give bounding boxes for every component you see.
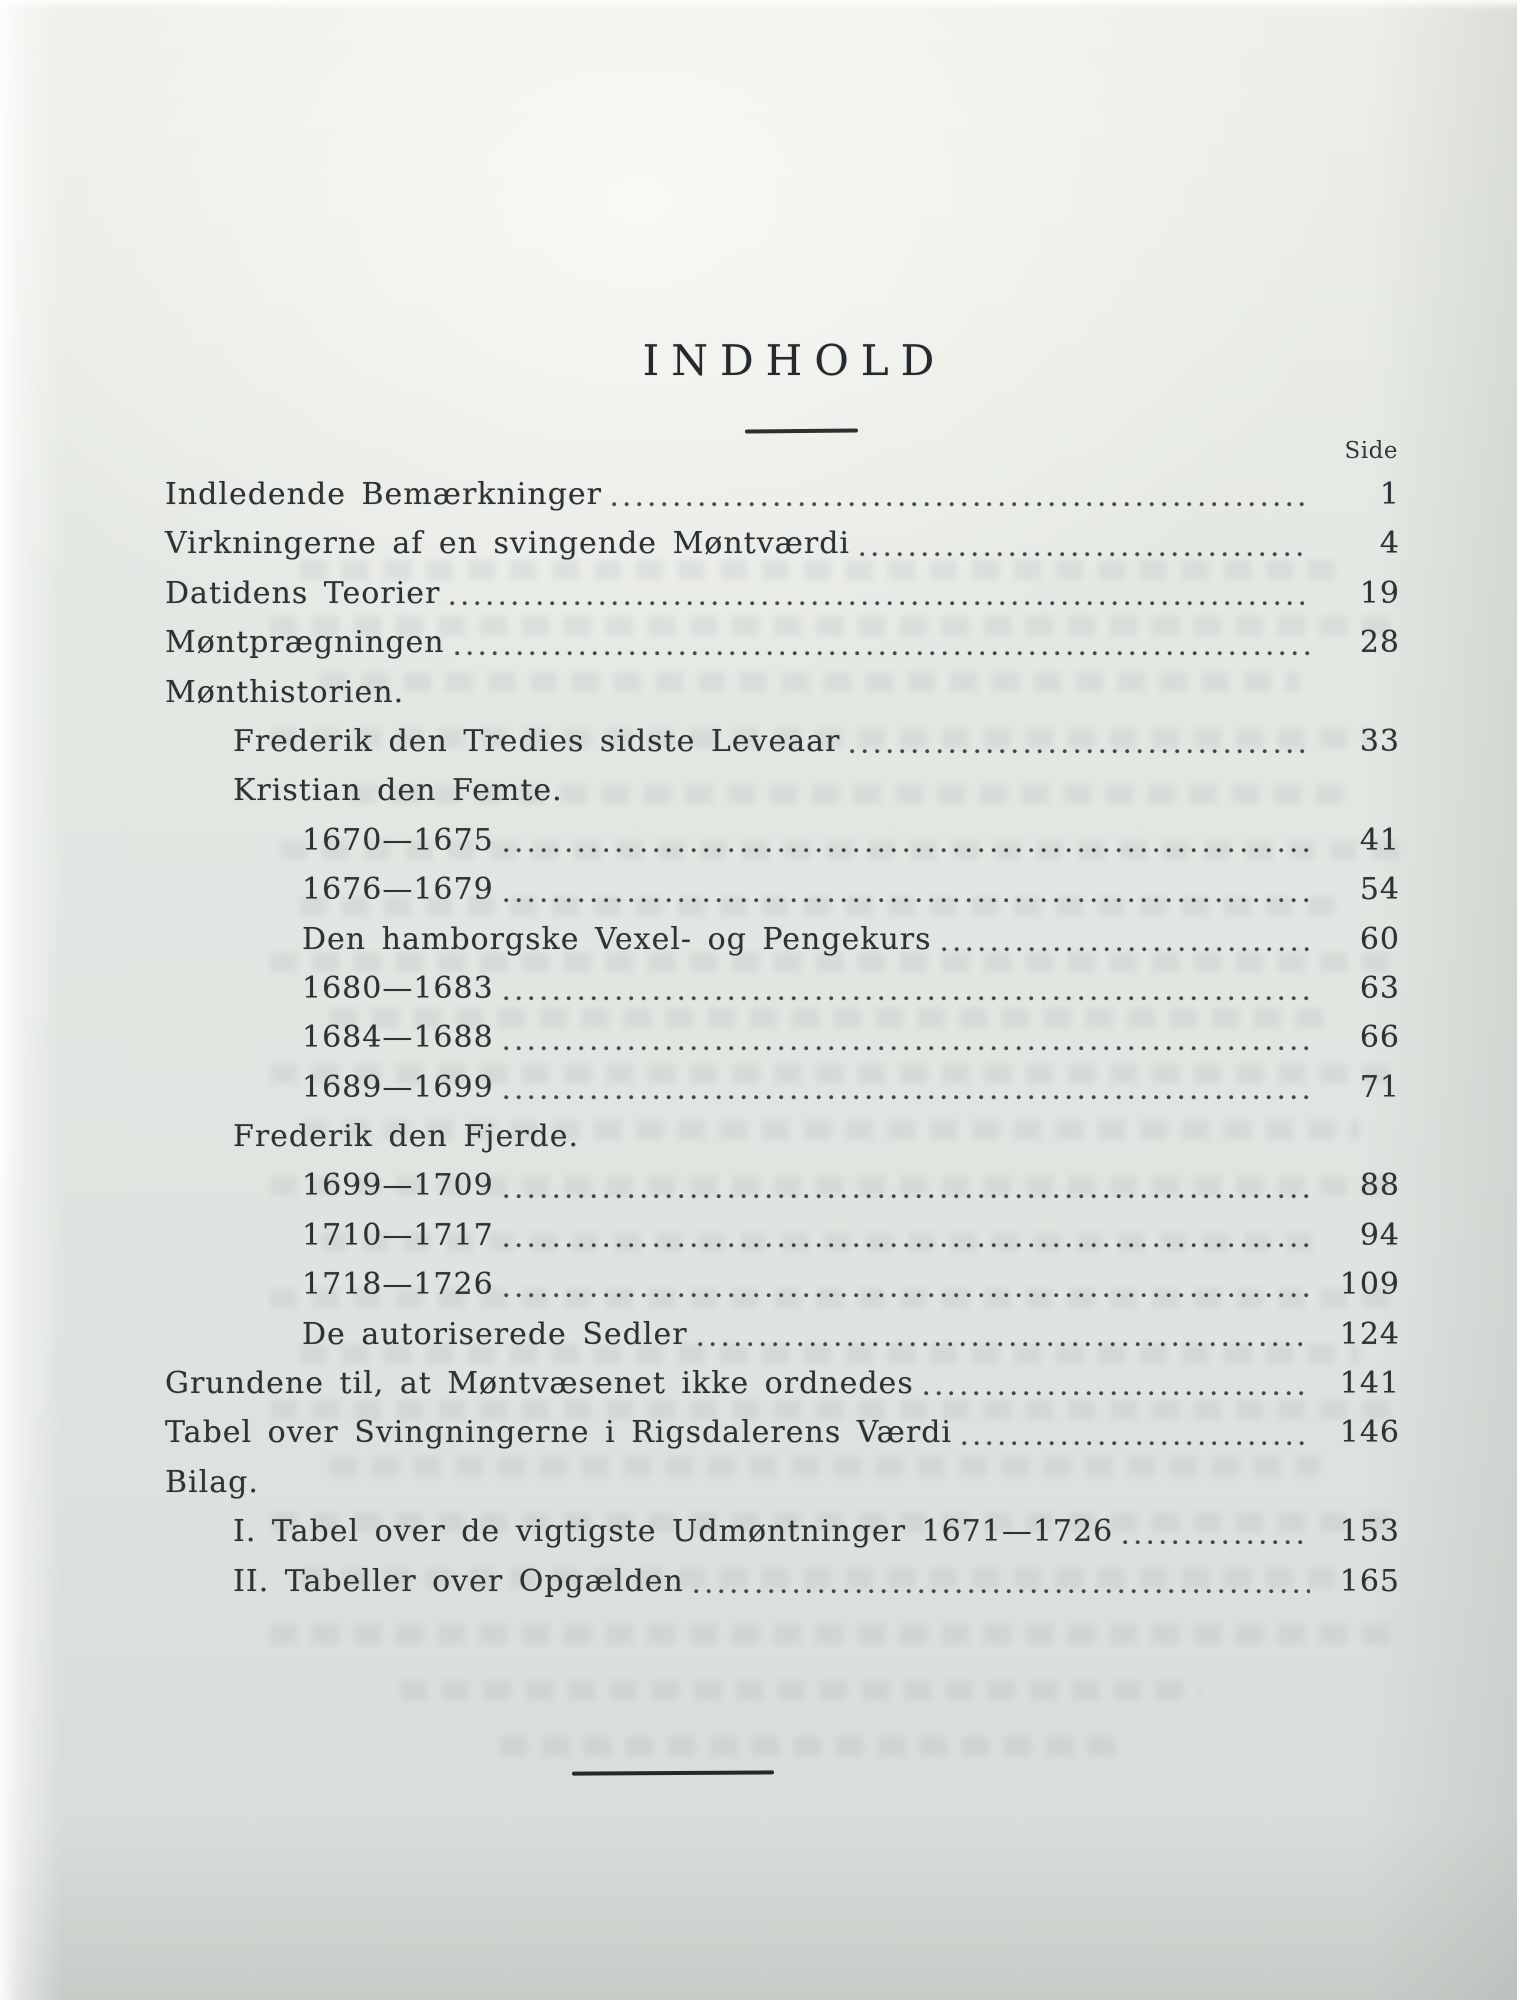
dot-leader (846, 717, 1310, 766)
toc-entry-page: 66 (1359, 1020, 1400, 1056)
dot-leader (500, 1063, 1310, 1112)
dot-leader (500, 1013, 1310, 1062)
dot-leader (958, 1408, 1310, 1457)
toc-entry-label: 1676—1679 (302, 872, 494, 908)
toc-entry-label: 1684—1688 (302, 1020, 494, 1056)
dot-leader (500, 1161, 1310, 1210)
toc-entry-page (1318, 1112, 1400, 1161)
dot-leader (920, 1359, 1310, 1408)
dot-leader (410, 668, 1310, 717)
toc-entry-label: Frederik den Fjerde. (233, 1119, 580, 1155)
ghost-text-line (400, 1680, 1200, 1700)
dot-leader (856, 519, 1310, 568)
toc-entry (165, 1557, 1400, 1606)
toc-entry-label: Indledende Bemærkninger (165, 477, 602, 512)
toc-entry-page: 28 (1359, 625, 1400, 661)
title-divider-rule (745, 429, 858, 434)
toc-entry-label: 1718—1726 (302, 1267, 494, 1303)
toc-entry (165, 1260, 1400, 1309)
toc-entry (165, 1112, 1400, 1161)
toc-entry-page: 33 (1359, 723, 1400, 759)
toc-entry-page: 153 (1339, 1514, 1400, 1550)
toc-entry-page: 165 (1339, 1563, 1400, 1599)
toc-entry (165, 1161, 1400, 1210)
toc-entry-page (1318, 1458, 1400, 1507)
toc-entry-label: 1670—1675 (302, 822, 494, 858)
toc-entry (165, 1359, 1400, 1408)
toc-entry-label: 1680—1683 (302, 970, 494, 1006)
dot-leader (265, 1458, 1310, 1507)
toc-entry-page: 4 (1379, 526, 1400, 562)
toc-entry-page: 41 (1359, 822, 1400, 858)
toc-entry-page: 19 (1359, 575, 1400, 611)
toc-entry (165, 1458, 1400, 1507)
toc-entry-label: II. Tabeller over Opgælden (233, 1563, 684, 1599)
toc-entry (165, 964, 1400, 1013)
toc-entry-page: 88 (1359, 1168, 1400, 1204)
toc-entry (165, 1013, 1400, 1062)
toc-entry (165, 865, 1400, 914)
toc-entry (165, 1408, 1400, 1457)
toc-entry-page: 1 (1379, 477, 1400, 512)
dot-leader (500, 865, 1310, 914)
toc-entry-label: Virkningerne af en svingende Møntværdi (165, 526, 851, 562)
toc-entry-label: Mønthistorien. (165, 674, 405, 710)
page-column-header: Side (1344, 438, 1398, 464)
dot-leader (500, 964, 1310, 1013)
dot-leader (608, 470, 1310, 519)
dot-leader (585, 1112, 1310, 1161)
dot-leader (500, 1260, 1310, 1309)
toc-entry-label: Frederik den Tredies sidste Leveaar (233, 723, 841, 759)
toc-entry (165, 915, 1400, 964)
toc-entry (165, 816, 1400, 865)
toc-entry-label: Tabel over Svingningerne i Rigsdalerens Værdi (165, 1415, 953, 1451)
toc-entry (165, 618, 1400, 667)
toc-entry-page: 146 (1339, 1415, 1400, 1451)
dot-leader (446, 569, 1310, 618)
dot-leader (938, 915, 1310, 964)
toc-entry-label: Den hamborgske Vexel- og Pengekurs (302, 921, 932, 957)
toc-entry (165, 1211, 1400, 1260)
toc-entry (165, 717, 1400, 766)
ghost-text-line (270, 1624, 1400, 1644)
ghost-text-line (500, 1736, 1120, 1756)
dot-leader (569, 766, 1310, 815)
toc-entry-page: 54 (1359, 872, 1400, 908)
toc-entry-page: 63 (1359, 970, 1400, 1006)
toc-entry (165, 569, 1400, 618)
dot-leader (451, 618, 1310, 667)
toc-entry-page: 71 (1359, 1069, 1400, 1105)
toc-entry (165, 1310, 1400, 1359)
toc-entry-label: I. Tabel over de vigtigste Udmøntninger 1671—1726 (233, 1514, 1114, 1550)
toc-entry-page: 124 (1339, 1316, 1400, 1352)
toc-entry (165, 766, 1400, 815)
toc-entry-label: 1710—1717 (302, 1217, 494, 1253)
dot-leader (690, 1557, 1310, 1606)
toc-entry-label: 1699—1709 (302, 1168, 494, 1204)
table-of-contents (165, 470, 1400, 1606)
page-title: INDHOLD (642, 336, 947, 385)
toc-entry-label: Datidens Teorier (165, 575, 441, 611)
dot-leader (1119, 1507, 1310, 1556)
toc-entry (165, 668, 1400, 717)
dot-leader (500, 1211, 1310, 1260)
toc-entry-page: 94 (1359, 1217, 1400, 1253)
footer-divider-rule (572, 1770, 774, 1775)
dot-leader (500, 816, 1310, 865)
toc-entry-label: Grundene til, at Møntvæsenet ikke ordnedes (165, 1366, 914, 1402)
toc-entry-label: Møntprægningen (165, 625, 445, 661)
toc-entry-page: 141 (1339, 1366, 1400, 1402)
toc-entry-label: De autoriserede Sedler (302, 1316, 688, 1352)
toc-entry (165, 1507, 1400, 1556)
toc-entry-label: Kristian den Femte. (233, 773, 563, 809)
toc-entry-page (1318, 766, 1400, 815)
toc-entry-page (1318, 668, 1400, 717)
toc-entry-label: Bilag. (165, 1464, 259, 1500)
toc-entry (165, 519, 1400, 568)
toc-entry (165, 470, 1400, 519)
toc-entry (165, 1063, 1400, 1112)
toc-entry-label: 1689—1699 (302, 1069, 494, 1105)
toc-entry-page: 109 (1339, 1267, 1400, 1303)
dot-leader (694, 1310, 1310, 1359)
toc-entry-page: 60 (1359, 921, 1400, 957)
